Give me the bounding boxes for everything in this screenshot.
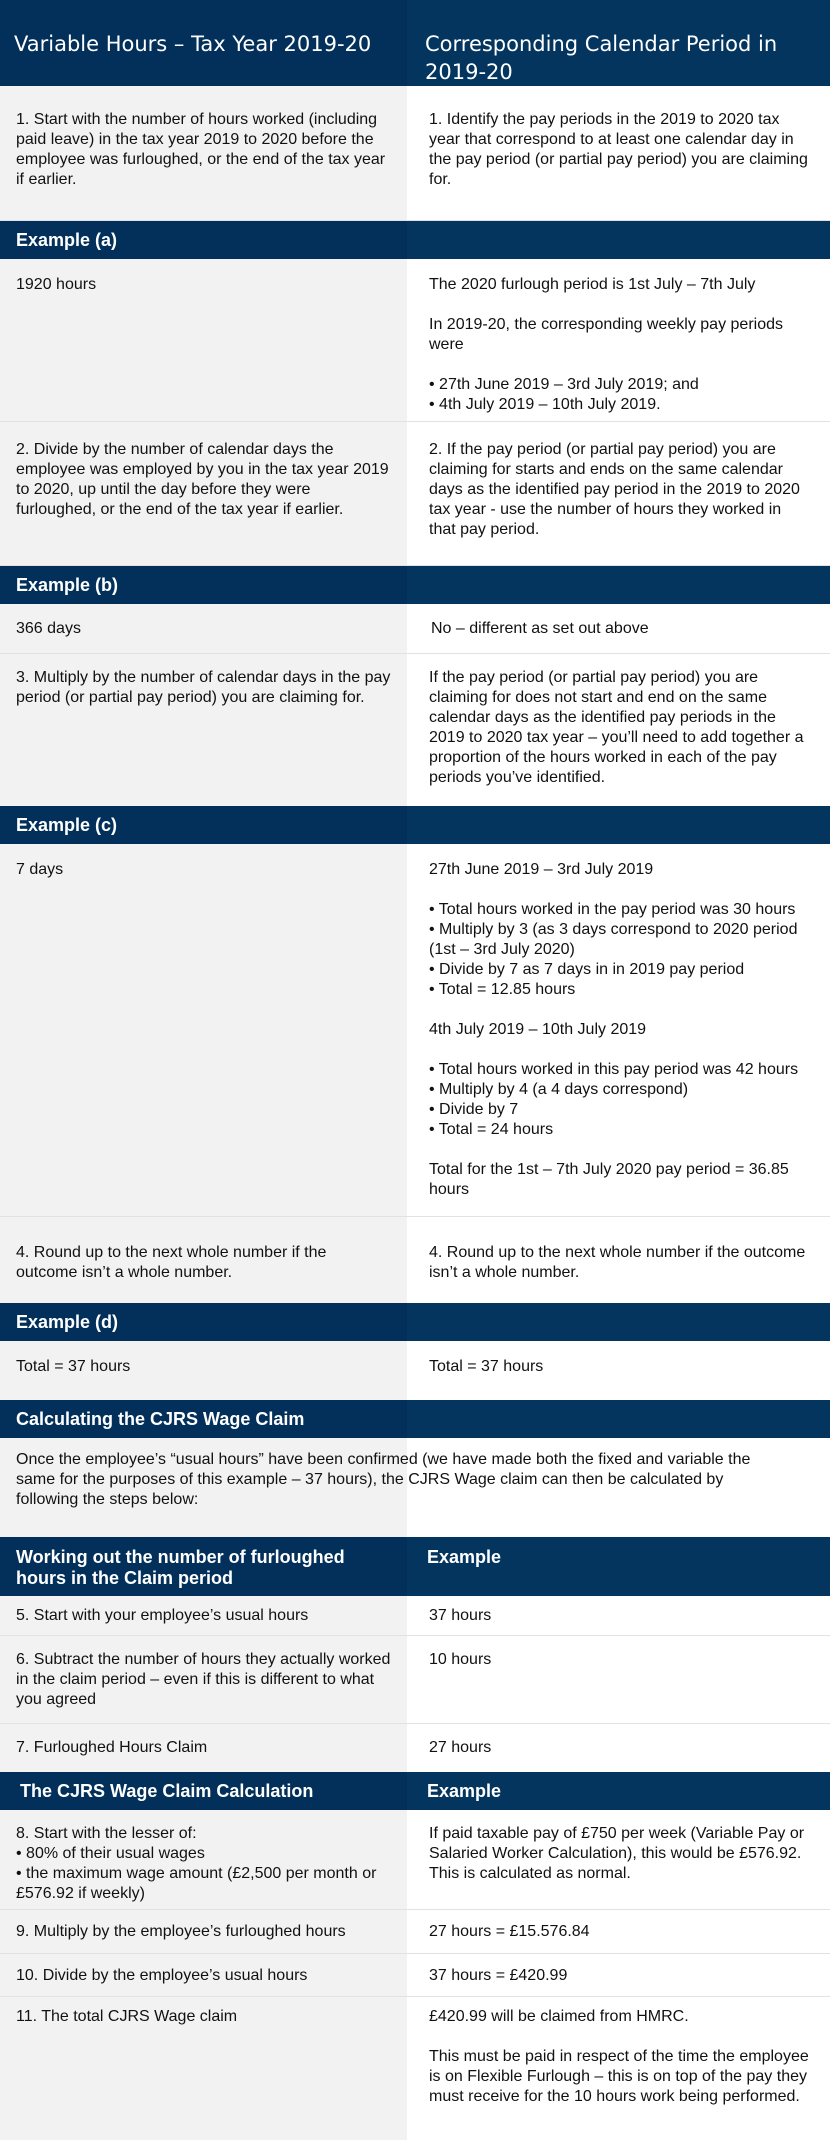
step-6-left: 6. Subtract the number of hours they actually worked in the claim period – even if this is different to what you agreed (0, 1636, 407, 1723)
table-row (0, 1596, 830, 1636)
step-4-right: 4. Round up to the next whole number if the outcome isn’t a whole number. (407, 1217, 830, 1303)
example-b-left: 366 days (0, 604, 407, 653)
step-9-right: 27 hours = £15.576.84 (407, 1910, 830, 1953)
step-7-right: 27 hours (407, 1724, 830, 1772)
step-8-right: If paid taxable pay of £750 per week (Variable Pay or Salaried Worker Calculation), this would be £576.92. This is calculated as normal. (407, 1810, 830, 1909)
step-11-left: 11. The total CJRS Wage claim (0, 1997, 407, 2140)
step-3-right: If the pay period (or partial pay period) you are claiming for does not start and end on the same calendar days as the identified pay periods in the 2019 to 2020 tax year – you’ll need to add together a proportion of the hours worked in each of the pay periods you’ve identified. (407, 654, 830, 806)
example-a-title: Example (a) (0, 221, 407, 259)
example-c-period-2-bullets (429, 1060, 810, 1140)
example-c-period-2-title: 4th July 2019 – 10th July 2019 (429, 1021, 647, 1038)
example-c-total: Total for the 1st – 7th July 2020 pay period = 36.85 hours (429, 1161, 789, 1198)
example-b-row (0, 604, 830, 654)
list-item: • 80% of their usual wages (16, 1844, 391, 1864)
example-c-right (407, 844, 830, 1216)
wage-table-title: The CJRS Wage Claim Calculation (0, 1772, 407, 1810)
cjrs-intro-row (0, 1438, 830, 1537)
list-item: • Multiply by 3 (as 3 days correspond to 2020 period (1st – 3rd July 2020) (429, 920, 810, 960)
header-right-title: Corresponding Calendar Period in 2019-20 (425, 32, 778, 84)
step-5-left: 5. Start with your employee’s usual hours (0, 1596, 407, 1635)
list-item: • Total hours worked in the pay period was 30 hours (429, 900, 810, 920)
step-8-left (0, 1810, 407, 1909)
step-9-left: 9. Multiply by the employee’s furloughed hours (0, 1910, 407, 1953)
step-6-right: 10 hours (407, 1636, 830, 1723)
table-row (0, 1724, 830, 1772)
table-row (0, 1954, 830, 1997)
step-11-claim: £420.99 will be claimed from HMRC. (429, 2008, 689, 2025)
furlough-table-title: Working out the number of furloughed hours in the Claim period (0, 1537, 407, 1596)
list-item: • Total = 24 hours (429, 1120, 810, 1140)
cjrs-intro: Once the employee’s “usual hours” have been confirmed (we have made both the fixed and variable the same for the purposes of this example – 37 hours), the CJRS Wage claim can then be calculated by following the steps below: (16, 1451, 751, 1508)
step-2-row (0, 422, 830, 566)
list-item: • Total hours worked in this pay period was 42 hours (429, 1060, 810, 1080)
furlough-table-band (0, 1537, 830, 1596)
list-item: • Multiply by 4 (a 4 days correspond) (429, 1080, 810, 1100)
example-c-period-1-title: 27th June 2019 – 3rd July 2019 (429, 861, 654, 878)
step-4-row (0, 1217, 830, 1303)
example-d-right: Total = 37 hours (407, 1341, 830, 1400)
example-d-title: Example (d) (0, 1303, 407, 1341)
step-11-right (407, 1997, 830, 2140)
example-c-band (0, 806, 830, 844)
example-c-period-1-bullets (429, 900, 810, 1000)
step-5-right: 37 hours (407, 1596, 830, 1635)
step-3-left: 3. Multiply by the number of calendar days in the pay period (or partial pay period) you are claiming for. (0, 654, 407, 806)
list-item: • Divide by 7 as 7 days in in 2019 pay period (429, 960, 810, 980)
step-1-right: 1. Identify the pay periods in the 2019 to 2020 tax year that correspond to at least one calendar day in the pay period (or partial pay period) you are claiming for. (407, 86, 830, 220)
example-d-band (0, 1303, 830, 1341)
step-11-note: This must be paid in respect of the time the employee is on Flexible Furlough – this is on top of the pay they must receive for the 10 hours work being performed. (429, 2048, 809, 2105)
example-d-left: Total = 37 hours (0, 1341, 407, 1400)
cjrs-band (0, 1400, 830, 1438)
table-row (0, 1910, 830, 1954)
cjrs-title: Calculating the CJRS Wage Claim (0, 1400, 407, 1438)
example-b-title: Example (b) (0, 566, 407, 604)
step-7-left: 7. Furloughed Hours Claim (0, 1724, 407, 1772)
list-item: • Total = 12.85 hours (429, 980, 810, 1000)
wage-table-example-title: Example (427, 1781, 502, 1801)
example-c-title: Example (c) (0, 806, 407, 844)
example-a-corresponding: In 2019-20, the corresponding weekly pay periods were (429, 316, 783, 353)
table-header (0, 0, 830, 86)
list-item: • Divide by 7 (429, 1100, 810, 1120)
step-4-left: 4. Round up to the next whole number if the outcome isn’t a whole number. (0, 1217, 407, 1303)
example-c-left: 7 days (0, 844, 407, 1216)
table-row (0, 1997, 830, 2140)
wage-table-band (0, 1772, 830, 1810)
example-a-band (0, 221, 830, 259)
table-row (0, 1810, 830, 1910)
example-b-band (0, 566, 830, 604)
example-a-row (0, 259, 830, 422)
step-10-right: 37 hours = £420.99 (407, 1954, 830, 1996)
example-a-bullets (429, 375, 810, 415)
example-a-right (407, 259, 830, 421)
step-1-row (0, 86, 830, 221)
list-item: • the maximum wage amount (£2,500 per month or £576.92 if weekly) (16, 1864, 391, 1904)
header-left-title: Variable Hours – Tax Year 2019-20 (0, 0, 407, 86)
step-8-bullets (16, 1844, 391, 1904)
list-item: • 27th June 2019 – 3rd July 2019; and (429, 375, 810, 395)
example-a-left: 1920 hours (0, 259, 407, 421)
step-8-intro: 8. Start with the lesser of: (16, 1825, 197, 1842)
example-c-row (0, 844, 830, 1217)
step-1-left: 1. Start with the number of hours worked (including paid leave) in the tax year 2019 to 2020 before the employee was furloughed, or the end of the tax year if earlier. (0, 86, 407, 220)
step-2-left: 2. Divide by the number of calendar days the employee was employed by you in the tax year 2019 to 2020, up until the day before they were furloughed, or the end of the tax year if earlier. (0, 422, 407, 565)
example-d-row (0, 1341, 830, 1400)
example-a-furlough-period: The 2020 furlough period is 1st July – 7th July (429, 276, 756, 293)
step-10-left: 10. Divide by the employee’s usual hours (0, 1954, 407, 1996)
example-b-right: No – different as set out above (407, 604, 830, 653)
table-row (0, 1636, 830, 1724)
step-2-right: 2. If the pay period (or partial pay period) you are claiming for starts and ends on the same calendar days as the identified pay period in the 2019 to 2020 tax year - use the number of hours they worked in that pay period. (407, 422, 830, 565)
step-3-row (0, 654, 830, 806)
furlough-table-example-title: Example (427, 1547, 502, 1567)
list-item: • 4th July 2019 – 10th July 2019. (429, 395, 810, 415)
